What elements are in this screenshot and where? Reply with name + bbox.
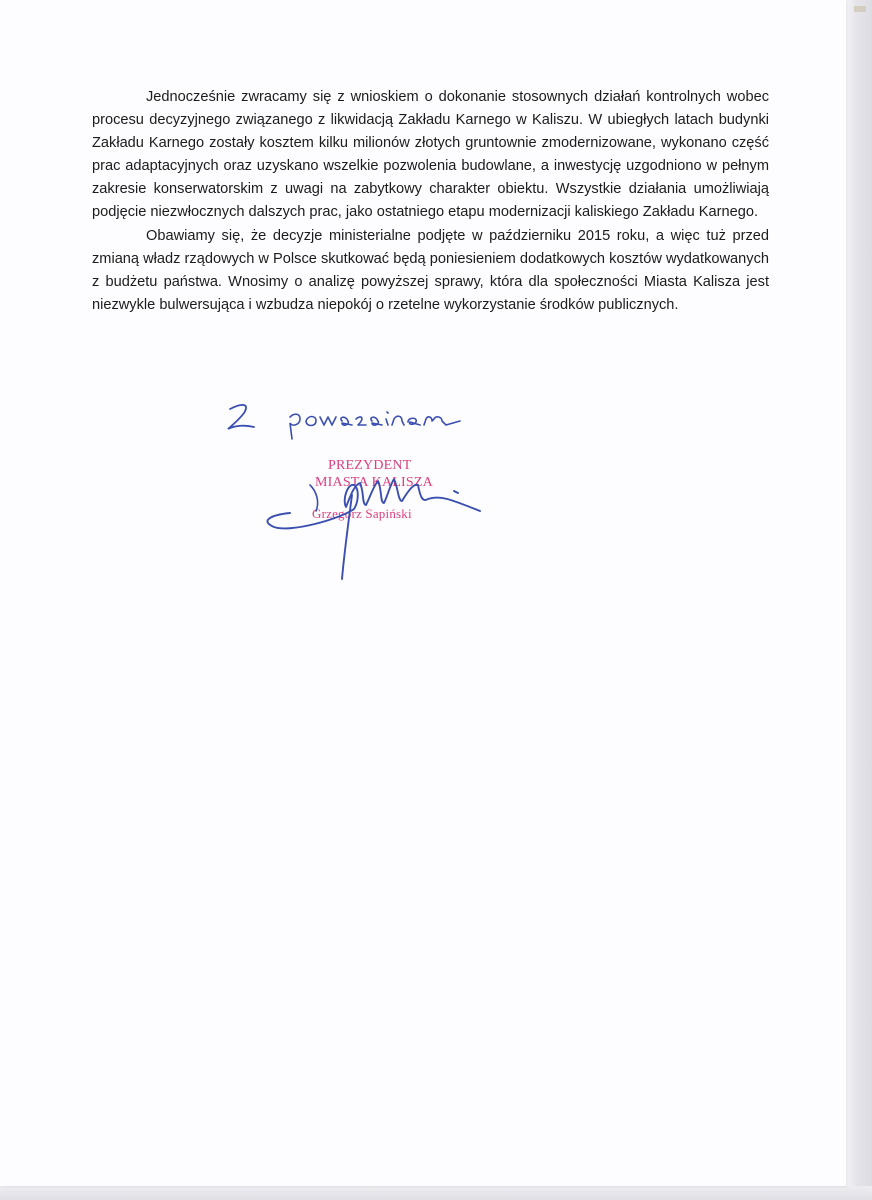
stamp-name: Grzegorz Sapiński [312,506,412,521]
letter-paragraph-1: Jednocześnie zwracamy się z wnioskiem o dokonanie stosownych działań kontrolnych wobec procesu decyzyjnego związanego z likwidacją Zakładu Karnego w Kaliszu. W ubiegłych latach budynki Zakładu Karnego zostały kosztem kilku milionów złotych gruntownie zmodernizowane, wykonano część prac adaptacyjnych oraz uzyskano wszelkie pozwolenia budowlane, a inwestycję uzgodniono w pełnym zakresie konserwatorskim z uwagi na zabytkowy charakter obiektu. Wszystkie działania umożliwiają podjęcie niezwłocznych dalszych prac, jako ostatniego etapu modernizacji kaliskiego Zakładu Karnego. [92,89,769,221]
signature-block [220,395,520,595]
letter-body [92,86,769,317]
signature-icon [250,455,510,595]
scan-artifact [854,6,866,12]
stamp-title: PREZYDENT [328,458,412,473]
scan-edge-bottom [0,1186,872,1200]
closing-text: Z poważaniem [220,443,228,444]
closing-handwriting [220,395,480,445]
stamp-city: MIASTA KALISZA [315,475,433,490]
letter-paragraph-2: Obawiamy się, że decyzje ministerialne podjęte w październiku 2015 roku, a więc tuż przed zmianą władz rządowych w Polsce skutkować będą poniesieniem dodatkowych kosztów wydatkowanych z budżetu państwa. Wnosimy o analizę powyższej sprawy, która dla społeczności Miasta Kalisza jest niezwykle bulwersująca i wzbudza niepokój o rzetelne wykorzystanie środków publicznych. [92,227,769,313]
scan-edge-right [846,0,872,1200]
